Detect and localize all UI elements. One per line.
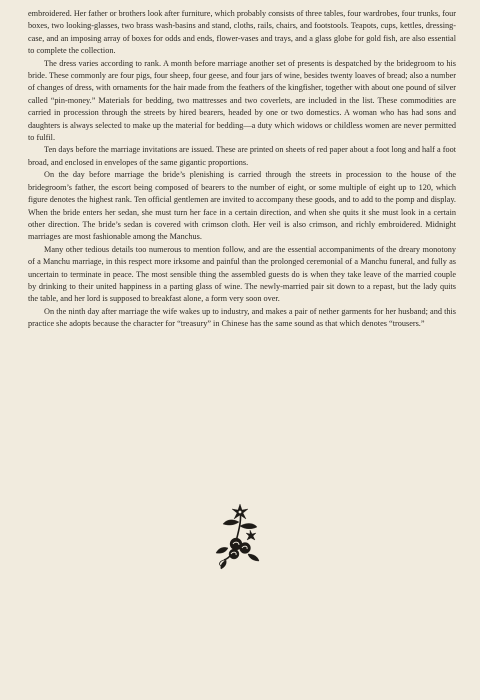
- paragraph-procession: On the day before marriage the bride’s plenishing is carried through the streets in procession to the house of the bridegroom’s father, the escort being composed of bearers to the number of eight, or some multiple of eight up to 120, which figure denotes the highest rank. Ten official gentlemen are invited to accompany these goods, and to add to the pomp and display. When the bride enters her sedan, she must turn her face in a certain direction, and when she quits it she must look in a certain other direction. The bride’s sedan is covered with crimson cloth. Her veil is also crimson, and richly embroidered. Midnight marriages are most fashionable among the Manchus.: [28, 170, 456, 242]
- floral-vignette-icon: [212, 500, 268, 572]
- paragraph-details: Many other tedious details too numerous to mention follow, and are the essential accompaniments of the dreary monotony of a Manchu marriage, in this respect more irksome and painful than the prolonged ceremonial of a Manchu funeral, and fully as uncertain to terminate in peace. The most sensible thing the assembled guests do is when they take leave of the married couple by drinking to their united happiness in a parting glass of wine. The newly-married pair sit down to a repast, but the lady quits the table, and her lord is supposed to breakfast alone, a form very soon over.: [28, 244, 456, 304]
- page-text: [28, 8, 456, 331]
- paragraph-continued: embroidered. Her father or brothers look after furniture, which probably consists of three tables, four wardrobes, four trunks, four boxes, two looking-glasses, two brass wash-basins and stand, cloths, rails, chairs, and footstools. Teapots, cups, kettles, dressing-case, and an imposing array of boxes for odds and ends, flower-vases and trays, and a glass globe for gold fish, are also essential to complete the collection.: [28, 9, 456, 56]
- paragraph-dress: The dress varies according to rank. A month before marriage another set of presents is despatched by the bridegroom to his bride. These commonly are four pigs, four sheep, four geese, and four jars of wine, besides twenty loaves of bread; also a number of changes of dress, with ornaments for the hair made from the feathers of the kingfisher, together with about one pound of silver called “pin-money.” Materials for bedding, two mattresses and two coverlets, are included in the list. These commodities are carried in procession through the streets by hired bearers, headed by one or two domestics. A woman who has had sons and daughters is always selected to make up the material for bedding—a duty which widows or childless women are never permitted to fulfil.: [28, 58, 456, 143]
- paragraph-invitations: Ten days before the marriage invitations are issued. These are printed on sheets of red paper about a foot long and half a foot broad, and enclosed in envelopes of the same gigantic proportions.: [28, 145, 456, 167]
- paragraph-ninth-day: On the ninth day after marriage the wife wakes up to industry, and makes a pair of nether garments for her husband; and this practice she adopts because the character for “treasury” in Chinese has the same sound as that which denotes “trousers.”: [28, 306, 456, 329]
